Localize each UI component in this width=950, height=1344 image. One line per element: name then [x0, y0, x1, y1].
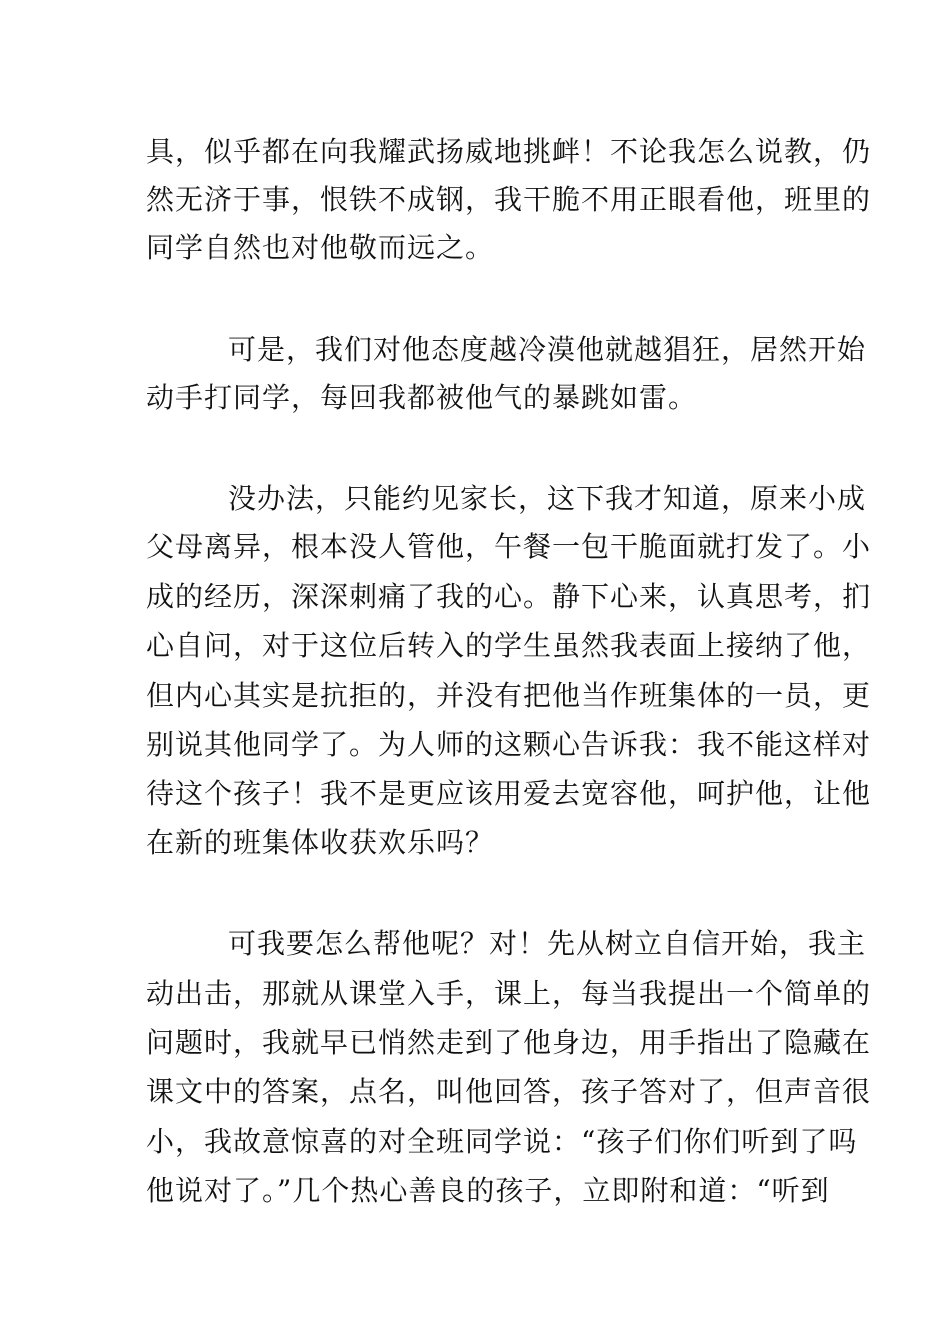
text-line: 动手打同学，每回我都被他气的暴跳如雷。: [146, 381, 698, 414]
text-line: 可我要怎么帮他呢？对！先从树立自信开始，我主: [228, 927, 867, 960]
text-line: 别说其他同学了。为人师的这颗心告诉我：我不能这样对: [146, 728, 872, 761]
text-line: 然无济于事，恨铁不成钢，我干脆不用正眼看他，班里的: [146, 183, 872, 216]
text-line: 小，我故意惊喜的对全班同学说：“孩子们你们听到了吗: [146, 1125, 858, 1158]
text-line: 他说对了。”几个热心善良的孩子，立即附和道：“听到: [146, 1174, 830, 1207]
text-line: 成的经历，深深刺痛了我的心。静下心来，认真思考，扪: [146, 580, 872, 613]
text-line: 动出击，那就从课堂入手，课上，每当我提出一个简单的: [146, 977, 872, 1010]
text-line: 具，似乎都在向我耀武扬威地挑衅！不论我怎么说教，仍: [146, 135, 872, 168]
text-line: 可是，我们对他态度越冷漠他就越猖狂，居然开始: [228, 333, 867, 366]
text-line: 父母离异，根本没人管他，午餐一包干脆面就打发了。小: [146, 530, 872, 563]
text-line: 没办法，只能约见家长，这下我才知道，原来小成: [228, 482, 867, 515]
text-line: 但内心其实是抗拒的，并没有把他当作班集体的一员，更: [146, 679, 872, 712]
text-line: 同学自然也对他敬而远之。: [146, 231, 495, 264]
text-line: 课文中的答案，点名，叫他回答，孩子答对了，但声音很: [146, 1075, 872, 1108]
text-line: 待这个孩子！我不是更应该用爱去宽容他，呵护他，让他: [146, 777, 872, 810]
text-line: 在新的班集体收获欢乐吗？: [146, 826, 495, 859]
text-line: 问题时，我就早已悄然走到了他身边，用手指出了隐藏在: [146, 1026, 872, 1059]
text-line: 心自问，对于这位后转入的学生虽然我表面上接纳了他，: [146, 629, 872, 662]
